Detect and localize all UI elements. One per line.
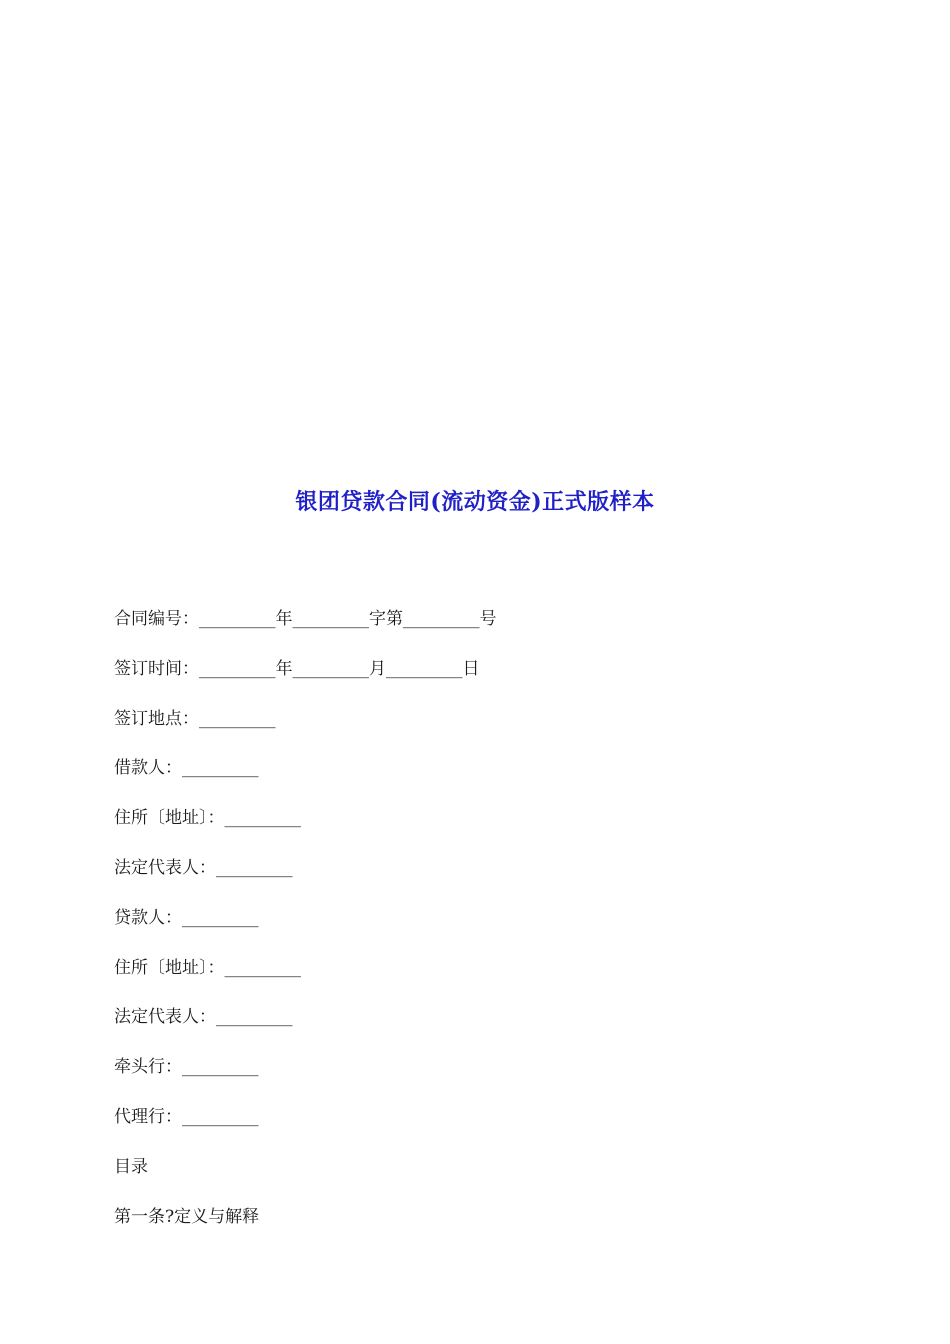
borrower-legal-rep-line: 法定代表人：_________ [114, 857, 293, 878]
contract-number-line: 合同编号：_________年_________字第_________号 [114, 609, 497, 629]
article-one-heading: 第一条?定义与解释 [114, 1206, 260, 1227]
document-title: 银团贷款合同(流动资金)正式版样本 [295, 489, 655, 515]
table-of-contents-heading: 目录 [114, 1156, 148, 1177]
lender-address-line: 住所〔地址〕：_________ [114, 957, 301, 978]
lead-bank-line: 牵头行：_________ [114, 1057, 259, 1078]
borrower-address-line: 住所〔地址〕：_________ [114, 808, 301, 829]
lender-line: 贷款人：_________ [114, 907, 259, 928]
agent-bank-line: 代理行：_________ [114, 1106, 259, 1127]
borrower-line: 借款人：_________ [114, 758, 259, 779]
contract-header-fields [114, 604, 874, 1251]
signing-date-line: 签订时间：_________年_________月_________日 [114, 658, 480, 679]
lender-legal-rep-line: 法定代表人：_________ [114, 1007, 293, 1028]
signing-place-line: 签订地点：_________ [114, 708, 276, 729]
